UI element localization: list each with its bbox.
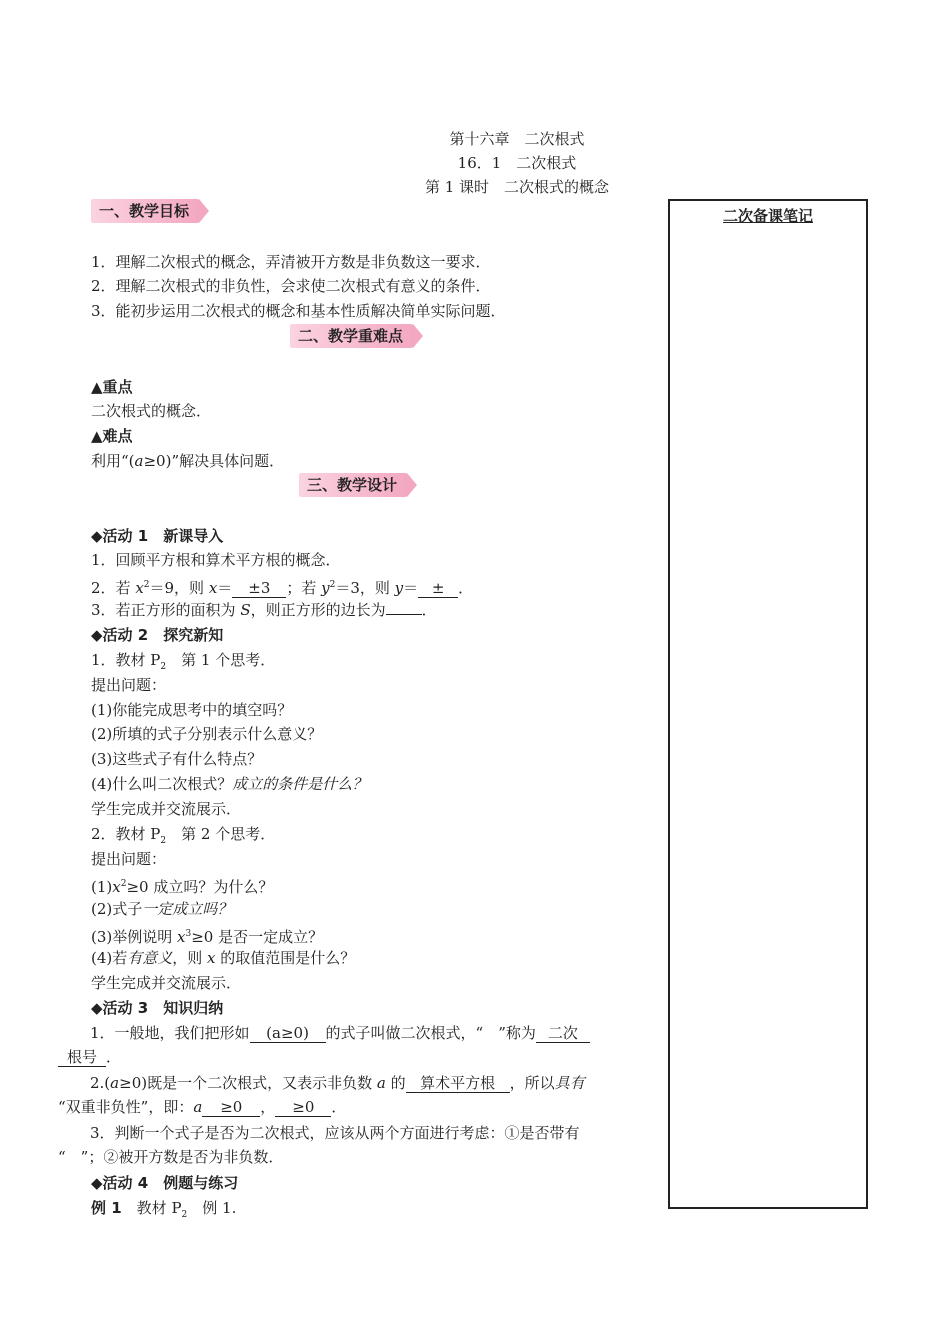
section-banner-design: 三、教学设计 [299,473,407,497]
answer-blank: 算术平方根 [406,1074,510,1093]
activity-3-title: ◆活动 3 知识归纳 [91,999,224,1017]
answer-blank: ≥0 [275,1098,331,1117]
answer-blank: 二次 [536,1024,590,1043]
section-banner-goals: 一、教学目标 [91,199,199,223]
difficulty-label: ▲难点 [91,427,133,445]
key-label: ▲重点 [91,378,133,396]
goal-item: 3．能初步运用二次根式的概念和基本性质解决简单实际问题． [91,302,506,320]
question-item: (2)所填的式子分别表示什么意义？ [91,725,323,743]
think-2: 2．教材 $P_2$ 第 2 个思考． [91,825,276,846]
question-item: (3)举例说明 $x^3\ge 0$ 是否一定成立？ [91,928,324,946]
answer-blank: 根号 [58,1048,106,1067]
notes-title: 二次备课笔记 [722,207,813,225]
question-item: (1)你能完成思考中的填空吗？ [91,701,293,719]
answer-blank: ≥0 [202,1098,260,1117]
chapter-title: 第十六章 二次根式 [449,130,585,148]
question-item: (4)什么叫二次根式？成立的条件是什么？ [91,775,368,793]
answer-blank: ±3 [232,579,286,598]
activity-1-line-2: 2．若 $x^2=9$，则 x＝ ±3 ；若 $y^2=3$，则 y＝ ± ． [91,579,474,597]
activity-1-title: ◆活动 1 新课导入 [91,527,224,545]
answer-blank [386,614,422,615]
activity-2-title: ◆活动 2 探究新知 [91,626,224,644]
think-1: 1．教材 $P_2$ 第 1 个思考． [91,651,276,672]
knowledge-1: 1．一般地，我们把形如 (a≥0) 的式子叫做二次根式，“ ”称为 二次 根号 ． [58,1021,646,1069]
question-item: (3)这些式子有什么特点？ [91,750,263,768]
activity-4-title: ◆活动 4 例题与练习 [91,1174,239,1192]
question-prompt: 提出问题： [91,676,167,694]
activity-1-line-1: 1．回顾平方根和算术平方根的概念． [91,551,341,569]
difficulty-text: 利用“(a≥0)”解决具体问题． [91,452,285,470]
section-banner-key-points: 二、教学重难点 [290,324,413,348]
section-title: 16．1 二次根式 [457,154,577,172]
key-text: 二次根式的概念． [91,402,212,420]
activity-1-line-3: 3．若正方形的面积为 S，则正方形的边长为 ． [91,601,437,619]
goal-item: 1．理解二次根式的概念，弄清被开方数是非负数这一要求． [91,253,491,271]
question-item: (2)式子一定成立吗？ [91,900,233,918]
answer-blank: (a≥0) [250,1024,326,1043]
goal-item: 2．理解二次根式的非负性，会求使二次根式有意义的条件． [91,277,491,295]
lesson-title: 第 1 课时 二次根式的概念 [424,178,610,196]
knowledge-3: 3．判断一个式子是否为二次根式，应该从两个方面进行考虑：①是否带有 “ ”；②被开方数是否为非负数． [58,1124,580,1166]
example-1: 例 1 教材 $P_2$ 例 1. [91,1199,237,1220]
student-note: 学生完成并交流展示． [91,974,242,992]
notes-box [668,199,868,1209]
knowledge-2: 2.(a≥0)既是一个二次根式，又表示非负数 a 的 算术平方根 ，所以具有 “双重非负性”，即：a ≥0 ， ≥0 ． [58,1074,585,1116]
question-item: (4)若有意义，则 x 的取值范围是什么？ [91,949,356,967]
student-note: 学生完成并交流展示． [91,800,242,818]
question-prompt: 提出问题： [91,850,167,868]
question-item: $(1)x^2\ge 0$ 成立吗？为什么？ [91,878,274,896]
answer-blank: ± [418,579,458,598]
